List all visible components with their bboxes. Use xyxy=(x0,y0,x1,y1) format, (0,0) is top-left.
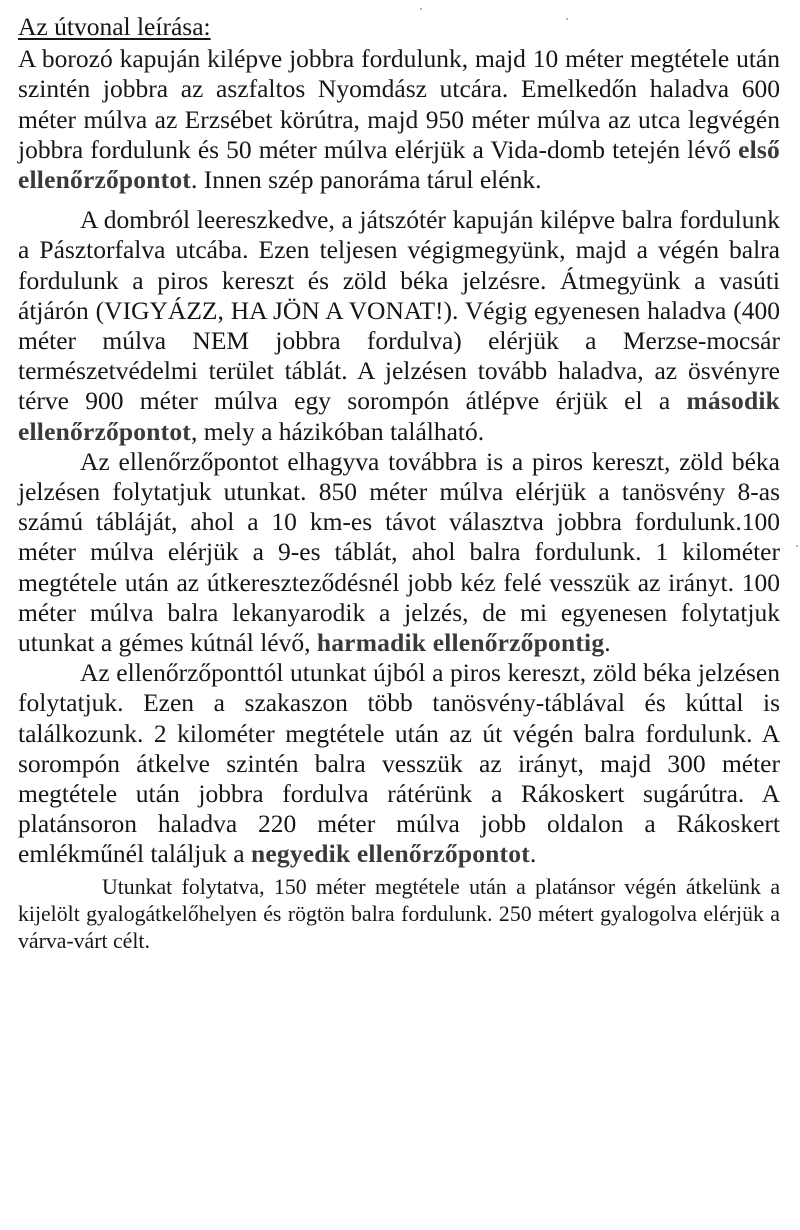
paragraph-text: . xyxy=(529,839,537,869)
paragraph-text: . Innen szép panoráma tárul elénk. xyxy=(190,165,542,195)
paragraph-finish: Utunkat folytatva, 150 méter megtétele után a platánsor végén átkelünk a kijelölt gyalogátkelőhelyen és rögtön balra fordulunk. 250 métert gyalogolva elérjük a várva-várt célt. xyxy=(18,874,780,953)
paragraph-first-checkpoint xyxy=(18,44,780,195)
paragraph-second-checkpoint xyxy=(18,205,780,447)
paragraph-text: A borozó kapuján kilépve jobbra fordulunk, majd 10 méter megtétele után szintén jobbra az aszfaltos Nyomdász utcára. Emelkedőn haladva 600 méter múlva az Erzsébet körútra, majd 950 méter múlva az utca legvégén jobbra fordulunk és 50 méter múlva elérjük a Vida-domb tetején lévő xyxy=(18,44,780,164)
paragraph-text: Az ellenőrzőpontot elhagyva továbbra is a piros kereszt, zöld béka jelzésen folytatjuk utunkat. 850 méter múlva elérjük a tanösvény 8-as számú tábláját, ahol a 10 km-es távot választva jobbra fordulunk.100 méter múlva elérjük a 9-es táblát, ahol balra fordulunk. 1 kilométer megtétele után az útkereszteződésnél jobb kéz felé vesszük az irányt. 100 méter múlva balra lekanyarodik a jelzés, de mi egyenesen folytatjuk utunkat a gémes kútnál lévő, xyxy=(18,446,780,658)
checkpoint-label: első ellenőrzőpontot xyxy=(18,134,780,195)
route-description-page xyxy=(18,12,780,955)
scan-speck xyxy=(796,545,798,547)
scan-speck xyxy=(420,8,422,10)
checkpoint-label: második ellenőrzőpontot xyxy=(18,386,780,446)
paragraph-text: . xyxy=(604,628,611,658)
checkpoint-label: harmadik ellenőrzőpontig xyxy=(316,628,605,658)
paragraph-third-checkpoint xyxy=(18,447,780,658)
route-heading: Az útvonal leírása: xyxy=(18,12,211,41)
paragraph-text: Az ellenőrzőponttól utunkat újból a piros kereszt, zöld béka jelzésen folytatjuk. Ezen a szakaszon több tanösvény-táblával és kúttal is találkozunk. 2 kilométer megtétele után az út végén balra fordulunk. A sorompón átkelve szintén balra vesszük az irányt, majd 300 méter megtétele után jobbra fordulva rátérünk a Rákoskert sugárútra. A platánsoron haladva 220 méter múlva jobb oldalon a Rákoskert emlékműnél találjuk a xyxy=(18,658,780,869)
paragraph-text: A dombról leereszkedve, a játszótér kapuján kilépve balra fordulunk a Pásztorfalva utcába. Ezen teljesen végigmegyünk, majd a végén balra fordulunk a piros kereszt és zöld béka jelzésre. Átmegyünk a vasúti átjárón (VIGYÁZZ, HA JÖN A VONAT!). Végig egyenesen haladva (400 méter múlva NEM jobbra fordulva) elérjük a Merzse-mocsár természetvédelmi terület táblát. A jelzésen tovább haladva, az ösvényre térve 900 méter múlva egy sorompón átlépve érjük el a xyxy=(18,205,780,416)
paragraph-fourth-checkpoint xyxy=(18,658,780,869)
checkpoint-label: negyedik ellenőrzőpontot xyxy=(250,839,530,869)
paragraph-text: , mely a házikóban található. xyxy=(190,416,485,446)
